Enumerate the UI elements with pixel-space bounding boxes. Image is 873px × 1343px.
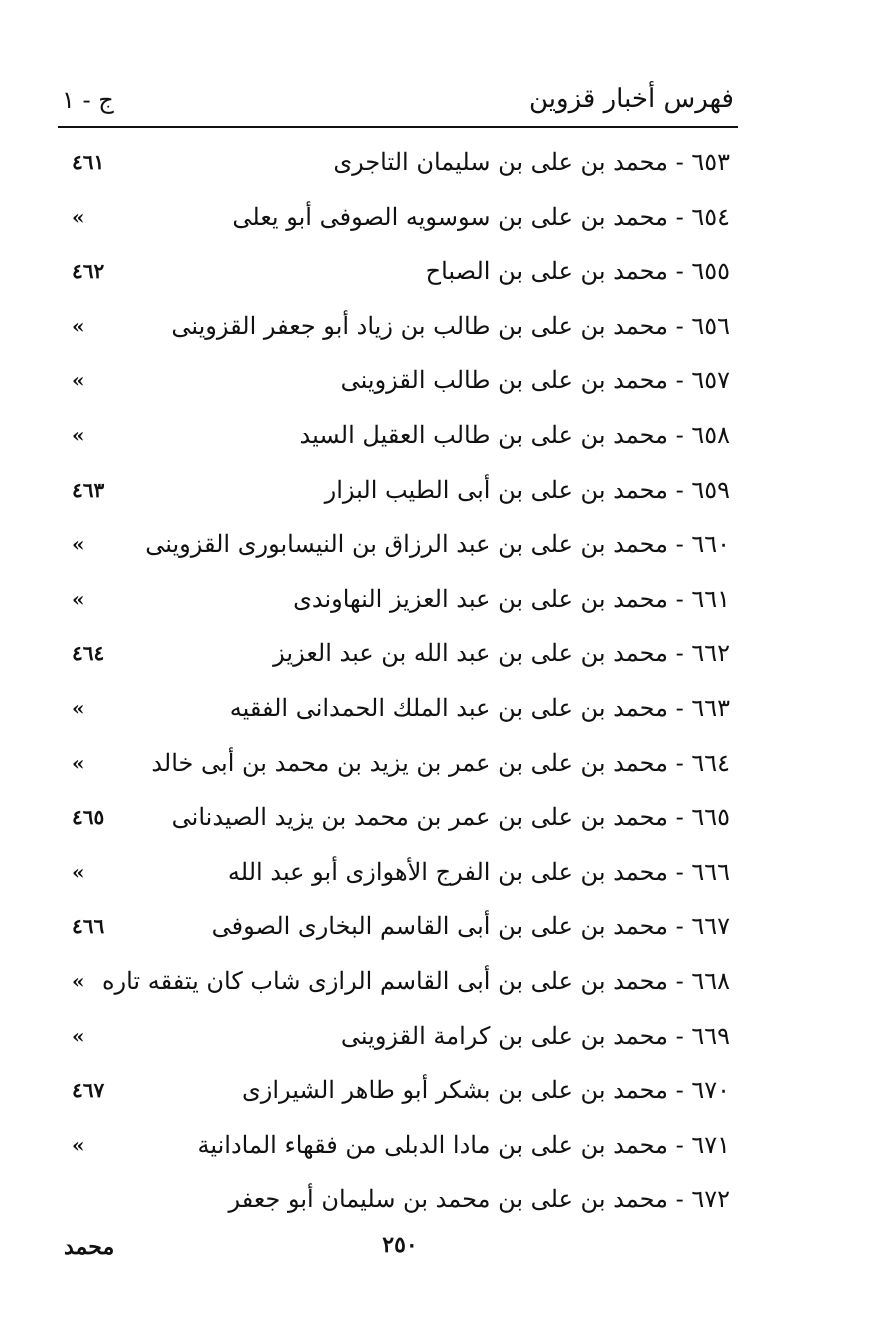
entry-page-number: » [72,586,85,611]
index-entry [58,850,738,905]
index-entry [58,741,738,796]
index-entry [58,959,738,1014]
entry-page-number: » [72,968,85,993]
page-header [58,80,738,128]
index-entry [58,304,738,359]
entry-page-number: ٤٦٣ [72,477,105,502]
index-entry [58,904,738,959]
entry-text: ٦٥٦ - محمد بن على بن طالب بن زياد أبو جعفر القزوينى [171,311,730,340]
entry-page-number: » [72,750,85,775]
entry-text: ٦٧١ - محمد بن على بن مادا الدبلى من فقهاء المادانية [197,1130,730,1159]
index-list [58,140,738,1232]
index-entry [58,1177,738,1232]
entry-page-number: » [72,204,85,229]
entry-page-number: » [72,859,85,884]
entry-text: ٦٦٧ - محمد بن على بن أبى القاسم البخارى الصوفى [211,912,730,941]
entry-text: ٦٦١ - محمد بن على بن عبد العزيز النهاوندى [293,584,730,613]
entry-text: ٦٦٨ - محمد بن على بن أبى القاسم الرازى شاب كان يتفقه تاره [101,966,730,995]
index-entry [58,795,738,850]
entry-text: ٦٦٢ - محمد بن على بن عبد الله بن عبد العزيز [273,639,730,668]
entry-page-number: » [72,422,85,447]
entry-text: ٦٥٩ - محمد بن على بن أبى الطيب البزار [324,475,730,504]
index-entry [58,249,738,304]
entry-page-number: » [72,313,85,338]
entry-text: ٦٥٤ - محمد بن على بن سوسويه الصوفى أبو يعلى [232,202,730,231]
entry-page-number: » [72,368,85,393]
index-entry [58,413,738,468]
entry-page-number: » [72,1132,85,1157]
index-entry [58,577,738,632]
index-entry [58,195,738,250]
entry-page-number: ٤٦٦ [72,914,105,939]
entry-page-number: » [72,532,85,557]
index-entry [58,1014,738,1069]
entry-text: ٦٦٣ - محمد بن على بن عبد الملك الحمدانى الفقيه [229,693,730,722]
footer-page-number: ٢٥٠ [382,1232,418,1258]
index-entry [58,140,738,195]
index-entry [58,686,738,741]
entry-page-number: ٤٦٧ [72,1078,105,1103]
index-entry [58,522,738,577]
entry-text: ٦٥٥ - محمد بن على بن الصباح [425,257,730,286]
index-entry [58,468,738,523]
entry-text: ٦٦٦ - محمد بن على بن الفرج الأهوازى أبو عبد الله [227,857,730,886]
index-entry [58,631,738,686]
entry-text: ٦٦٤ - محمد بن على بن عمر بن يزيد بن محمد بن أبى خالد [151,748,730,777]
entry-text: ٦٥٧ - محمد بن على بن طالب القزوينى [340,366,730,395]
footer-catchword: محمد [64,1234,115,1260]
volume-label: ج - ١ [62,86,114,114]
entry-text: ٦٦٩ - محمد بن على بن كرامة القزوينى [340,1021,730,1050]
entry-page-number: ٤٦٢ [72,259,105,284]
page-title: فهرس أخبار قزوين [528,84,734,114]
entry-text: ٦٧٠ - محمد بن على بن بشكر أبو طاهر الشيرازى [242,1076,730,1105]
index-entry [58,358,738,413]
entry-text: ٦٦٥ - محمد بن على بن عمر بن محمد بن يزيد الصيدنانى [171,803,730,832]
entry-page-number: ٤٦٥ [72,805,105,830]
entry-page-number: » [72,1023,85,1048]
index-entry [58,1068,738,1123]
entry-text: ٦٦٠ - محمد بن على بن عبد الرزاق بن النيسابورى القزوينى [145,530,730,559]
entry-page-number: ٤٦٤ [72,641,105,666]
entry-page-number: ٤٦١ [72,150,105,174]
entry-text: ٦٥٨ - محمد بن على بن طالب العقيل السيد [299,420,730,449]
entry-text: ٦٧٢ - محمد بن على بن محمد بن سليمان أبو جعفر [228,1185,730,1214]
entry-page-number: » [72,695,85,720]
entry-text: ٦٥٣ - محمد بن على بن سليمان التاجرى [333,148,730,176]
index-entry [58,1123,738,1178]
